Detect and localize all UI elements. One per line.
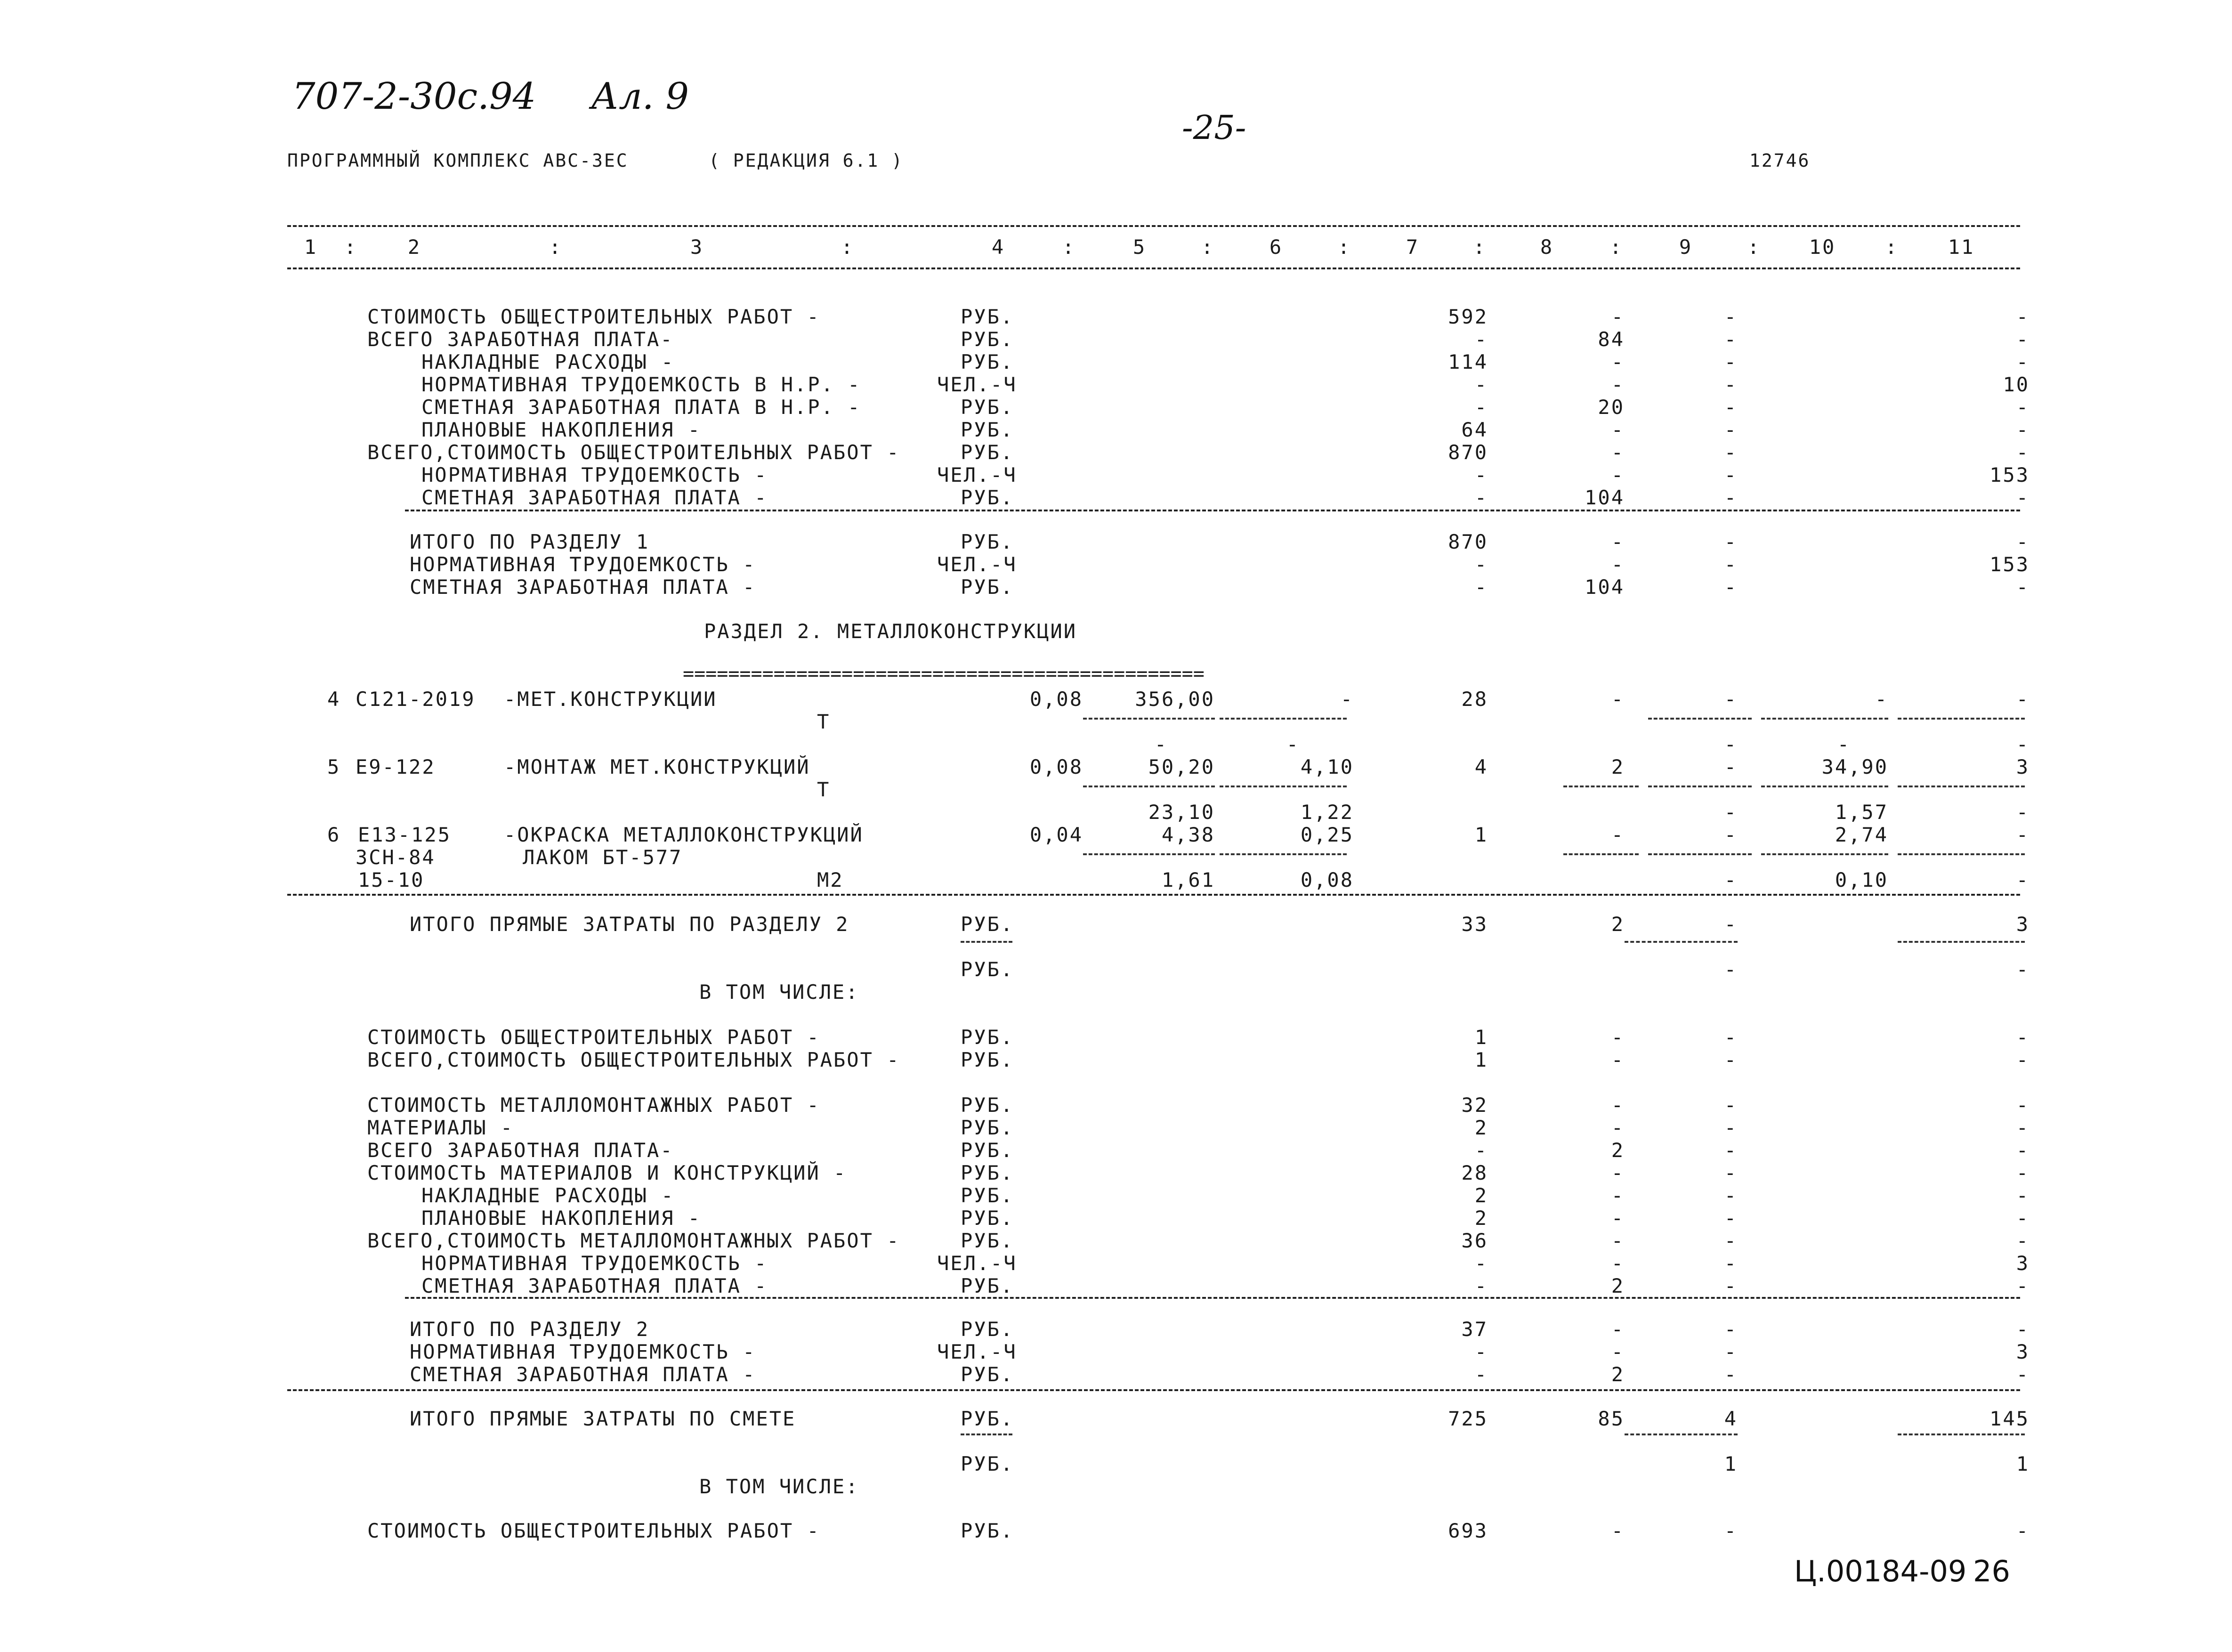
column-number-2: 2: [407, 235, 421, 259]
row-unit: РУБ.: [961, 1452, 1014, 1475]
row-col8: -: [1611, 1252, 1625, 1275]
row-col11: -: [2016, 575, 2030, 599]
row-col11: -: [2016, 486, 2030, 509]
row-col9: -: [1724, 1519, 1738, 1542]
cell-underline: [1648, 786, 1752, 787]
row-col8: -: [1611, 1519, 1625, 1542]
row-unit: РУБ.: [961, 1363, 1014, 1386]
row-label: СТОИМОСТЬ ОБЩЕСТРОИТЕЛЬНЫХ РАБОТ -: [367, 1026, 820, 1049]
row-label: СМЕТНАЯ ЗАРАБОТНАЯ ПЛАТА -: [421, 486, 768, 509]
column-number-8: 8: [1540, 235, 1554, 259]
total-underline: [1625, 1433, 1738, 1435]
row-col8: -: [1611, 530, 1625, 553]
item-quantity: 0,08: [1029, 755, 1083, 778]
row-col7: -: [1474, 575, 1488, 599]
row-label: НАКЛАДНЫЕ РАСХОДЫ -: [421, 350, 675, 373]
cell-underline: [1898, 786, 2025, 787]
row-col8: -: [1611, 1116, 1625, 1139]
row-unit: ЧЕЛ.-Ч: [937, 1252, 1017, 1275]
item-col9: -: [1724, 688, 1738, 711]
row-label: НОРМАТИВНАЯ ТРУДОЕМКОСТЬ -: [421, 463, 768, 486]
cell-underline: [1083, 718, 1215, 720]
item-pre-col11: -: [2016, 733, 2030, 756]
item-unit: Т: [817, 778, 831, 801]
item-col5: 50,20: [1148, 755, 1215, 778]
item-sub-col11: -: [2016, 801, 2030, 824]
row-col9: -: [1724, 373, 1738, 396]
row-col7: 36: [1461, 1229, 1488, 1252]
row-unit: РУБ.: [961, 958, 1014, 981]
row-label: НОРМАТИВНАЯ ТРУДОЕМКОСТЬ -: [410, 1340, 756, 1363]
total-underline: [1625, 941, 1738, 943]
row-col9: 4: [1724, 1407, 1738, 1430]
cell-underline: [1761, 718, 1888, 720]
column-separator: :: [841, 235, 855, 259]
row-col8: 2: [1611, 1363, 1625, 1386]
column-separator: :: [1337, 235, 1351, 259]
item-name: -МЕТ.КОНСТРУКЦИИ: [504, 688, 717, 711]
row-unit: ЧЕЛ.-Ч: [937, 463, 1017, 486]
row-unit: ЧЕЛ.-Ч: [937, 373, 1017, 396]
row-label: ВСЕГО,СТОИМОСТЬ ОБЩЕСТРОИТЕЛЬНЫХ РАБОТ -: [367, 441, 900, 464]
row-col7: -: [1474, 396, 1488, 419]
row-col8: 2: [1611, 1139, 1625, 1162]
row-col8: -: [1611, 441, 1625, 464]
row-unit: РУБ.: [961, 1161, 1014, 1184]
column-separator: :: [1062, 235, 1076, 259]
row-col8: -: [1611, 350, 1625, 373]
row-unit: РУБ.: [961, 441, 1014, 464]
row-label: СМЕТНАЯ ЗАРАБОТНАЯ ПЛАТА -: [410, 1363, 756, 1386]
row-unit: РУБ.: [961, 396, 1014, 419]
item-col11: 3: [2016, 755, 2030, 778]
cell-underline: [1898, 718, 2025, 720]
header-top-rule: [287, 225, 2020, 227]
item-number: 6: [327, 823, 341, 846]
row-col11: 3: [2016, 1252, 2030, 1275]
row-col7: 37: [1461, 1318, 1488, 1341]
row-label: СТОИМОСТЬ ОБЩЕСТРОИТЕЛЬНЫХ РАБОТ -: [367, 1519, 820, 1542]
total-underline: [961, 1433, 1012, 1435]
column-separator: :: [549, 235, 563, 259]
section-2-items-bottom-rule: [287, 894, 2020, 896]
row-col11: -: [2016, 1048, 2030, 1071]
item-number: 4: [327, 688, 341, 711]
program-title: ПРОГРАММНЫЙ КОМПЛЕКС АВС-3ЕС: [287, 150, 629, 171]
row-col9: -: [1724, 1340, 1738, 1363]
item-code-line3: 15-10: [358, 868, 425, 891]
column-separator: :: [1473, 235, 1487, 259]
row-col7: 2: [1474, 1207, 1488, 1230]
item-pre-col9: -: [1724, 733, 1738, 756]
row-col11: -: [2016, 530, 2030, 553]
item-pre-col6: -: [1286, 733, 1300, 756]
row-label: ПЛАНОВЫЕ НАКОПЛЕНИЯ -: [421, 1207, 702, 1230]
item-code: С121-2019: [356, 688, 476, 711]
cell-underline: [1898, 853, 2025, 855]
row-col11: -: [2016, 305, 2030, 328]
item-sub-col10: 1,57: [1835, 801, 1888, 824]
row-col8: -: [1611, 1229, 1625, 1252]
section-1-subtotal-rule: [405, 510, 2020, 511]
row-label: СМЕТНАЯ ЗАРАБОТНАЯ ПЛАТА -: [410, 575, 756, 599]
row-col11: -: [2016, 1116, 2030, 1139]
row-col7: 114: [1448, 350, 1488, 373]
cell-underline: [1648, 718, 1752, 720]
sheet-number: Ал. 9: [591, 75, 689, 118]
row-label: ИТОГО ПО РАЗДЕЛУ 2: [410, 1318, 650, 1341]
row-unit: РУБ.: [961, 1116, 1014, 1139]
row-col7: 1: [1474, 1048, 1488, 1071]
row-unit: РУБ.: [961, 1207, 1014, 1230]
row-col7: -: [1474, 553, 1488, 576]
row-col11: 145: [1989, 1407, 2030, 1430]
item-sub-col6: 1,22: [1300, 801, 1354, 824]
row-col7: 2: [1474, 1116, 1488, 1139]
row-col8: -: [1611, 463, 1625, 486]
row-col7: 693: [1448, 1519, 1488, 1542]
row-col8: 85: [1598, 1407, 1625, 1430]
row-col11: -: [2016, 1093, 2030, 1117]
row-col9: -: [1724, 1139, 1738, 1162]
row-col7: -: [1474, 1363, 1488, 1386]
row-unit: РУБ.: [961, 913, 1014, 936]
row-col11: -: [2016, 1026, 2030, 1049]
row-col9: -: [1724, 1161, 1738, 1184]
row-label: СМЕТНАЯ ЗАРАБОТНАЯ ПЛАТА В Н.Р. -: [421, 396, 861, 419]
row-label: НАКЛАДНЫЕ РАСХОДЫ -: [421, 1184, 675, 1207]
row-col11: -: [2016, 441, 2030, 464]
row-col9: -: [1724, 1207, 1738, 1230]
in-that-number-label-2: В ТОМ ЧИСЛЕ:: [699, 1475, 859, 1498]
row-col8: -: [1611, 1318, 1625, 1341]
item-code: Е13-125: [358, 823, 452, 846]
archive-stamp-page: 26: [1973, 1554, 2010, 1588]
row-unit: РУБ.: [961, 305, 1014, 328]
row-col7: 870: [1448, 530, 1488, 553]
row-col8: -: [1611, 1048, 1625, 1071]
item-quantity: 0,08: [1029, 688, 1083, 711]
item-sub-col10: 0,10: [1835, 868, 1888, 891]
column-number-1: 1: [304, 235, 318, 259]
row-col8: 104: [1585, 486, 1625, 509]
row-col8: 2: [1611, 913, 1625, 936]
section-2-subtotal-rule: [405, 1297, 2020, 1299]
item-quantity: 0,04: [1029, 823, 1083, 846]
item-col5: 356,00: [1135, 688, 1215, 711]
row-col9: -: [1724, 913, 1738, 936]
column-number-10: 10: [1809, 235, 1836, 259]
row-col7: 1: [1474, 1026, 1488, 1049]
row-col9: -: [1724, 328, 1738, 351]
row-col11: 153: [1989, 553, 2030, 576]
row-col9: -: [1724, 553, 1738, 576]
cell-underline: [1220, 853, 1347, 855]
item-col5: 4,38: [1161, 823, 1215, 846]
item-col6: 0,25: [1300, 823, 1354, 846]
row-col7: 725: [1448, 1407, 1488, 1430]
row-col9: -: [1724, 486, 1738, 509]
row-col8: -: [1611, 1207, 1625, 1230]
row-col11: -: [2016, 418, 2030, 441]
row-label: ВСЕГО ЗАРАБОТНАЯ ПЛАТА-: [367, 1139, 674, 1162]
row-col7: 32: [1461, 1093, 1488, 1117]
row-col9: -: [1724, 1318, 1738, 1341]
row-col11: 3: [2016, 913, 2030, 936]
row-col7: 870: [1448, 441, 1488, 464]
cell-underline: [1083, 853, 1215, 855]
row-col11: -: [2016, 1363, 2030, 1386]
row-unit: РУБ.: [961, 1407, 1014, 1430]
item-col6: 4,10: [1300, 755, 1354, 778]
row-col7: -: [1474, 328, 1488, 351]
row-col7: -: [1474, 486, 1488, 509]
item-unit: Т: [817, 710, 831, 733]
in-that-number-label: В ТОМ ЧИСЛЕ:: [699, 980, 859, 1004]
row-col9: -: [1724, 1048, 1738, 1071]
row-col8: -: [1611, 553, 1625, 576]
row-unit: РУБ.: [961, 1274, 1014, 1297]
row-col11: -: [2016, 328, 2030, 351]
row-col7: -: [1474, 1340, 1488, 1363]
row-col8: 2: [1611, 1274, 1625, 1297]
archive-stamp: Ц.00184-09: [1794, 1554, 1967, 1588]
cell-underline: [1220, 786, 1347, 787]
row-col11: -: [2016, 1229, 2030, 1252]
row-col11: 10: [2003, 373, 2030, 396]
total-underline: [1898, 1433, 2025, 1435]
row-unit: ЧЕЛ.-Ч: [937, 553, 1017, 576]
row-unit: РУБ.: [961, 1048, 1014, 1071]
item-name: -МОНТАЖ МЕТ.КОНСТРУКЦИЙ: [504, 755, 810, 778]
row-label: ИТОГО ПРЯМЫЕ ЗАТРАТЫ ПО СМЕТЕ: [410, 1407, 796, 1430]
row-col9: -: [1724, 418, 1738, 441]
column-separator: :: [344, 235, 358, 259]
item-col11: -: [2016, 688, 2030, 711]
program-edition: ( РЕДАКЦИЯ 6.1 ): [709, 150, 904, 171]
item-col7: 28: [1461, 688, 1488, 711]
header-bottom-rule: [287, 267, 2020, 269]
row-label: ВСЕГО,СТОИМОСТЬ МЕТАЛЛОМОНТАЖНЫХ РАБОТ -: [367, 1229, 900, 1252]
item-sub-col9: -: [1724, 868, 1738, 891]
column-separator: :: [1201, 235, 1215, 259]
row-col9: -: [1724, 1363, 1738, 1386]
row-col8: -: [1611, 1184, 1625, 1207]
item-unit: М2: [817, 868, 844, 891]
row-col9: -: [1724, 1026, 1738, 1049]
document-code: 707-2-30с.94: [292, 75, 536, 118]
row-col11: -: [2016, 1184, 2030, 1207]
column-separator: :: [1885, 235, 1899, 259]
row-col7: 33: [1461, 913, 1488, 936]
cell-underline: [1761, 786, 1888, 787]
row-col8: -: [1611, 305, 1625, 328]
row-label: СТОИМОСТЬ МАТЕРИАЛОВ И КОНСТРУКЦИЙ -: [367, 1161, 847, 1184]
row-label: ВСЕГО,СТОИМОСТЬ ОБЩЕСТРОИТЕЛЬНЫХ РАБОТ -: [367, 1048, 900, 1071]
cell-underline: [1563, 853, 1639, 855]
row-unit: РУБ.: [961, 418, 1014, 441]
row-col9: -: [1724, 396, 1738, 419]
item-col6: -: [1340, 688, 1354, 711]
item-code: Е9-122: [356, 755, 436, 778]
row-col9: -: [1724, 530, 1738, 553]
item-col11: -: [2016, 823, 2030, 846]
row-label: МАТЕРИАЛЫ -: [367, 1116, 514, 1139]
total-underline: [1898, 941, 2025, 943]
column-number-5: 5: [1132, 235, 1147, 259]
column-separator: :: [1747, 235, 1761, 259]
row-label: СТОИМОСТЬ ОБЩЕСТРОИТЕЛЬНЫХ РАБОТ -: [367, 305, 820, 328]
row-col8: -: [1611, 1340, 1625, 1363]
row-col9: -: [1724, 350, 1738, 373]
item-sub-col5: 23,10: [1148, 801, 1215, 824]
row-label: НОРМАТИВНАЯ ТРУДОЕМКОСТЬ -: [410, 553, 756, 576]
item-col8: 2: [1611, 755, 1625, 778]
item-pre-col5: -: [1154, 733, 1168, 756]
row-unit: РУБ.: [961, 486, 1014, 509]
row-unit: РУБ.: [961, 575, 1014, 599]
row-col9: -: [1724, 958, 1738, 981]
item-col10: 34,90: [1821, 755, 1888, 778]
row-col8: -: [1611, 373, 1625, 396]
row-col9: -: [1724, 1252, 1738, 1275]
row-unit: РУБ.: [961, 1139, 1014, 1162]
item-number: 5: [327, 755, 341, 778]
item-col9: -: [1724, 755, 1738, 778]
row-label: СТОИМОСТЬ МЕТАЛЛОМОНТАЖНЫХ РАБОТ -: [367, 1093, 820, 1117]
item-name-line2: ЛАКОМ БТ-577: [523, 846, 683, 869]
row-col7: 64: [1461, 418, 1488, 441]
total-underline: [961, 941, 1012, 943]
row-unit: РУБ.: [961, 1026, 1014, 1049]
row-col7: -: [1474, 463, 1488, 486]
row-col7: 28: [1461, 1161, 1488, 1184]
row-col11: -: [2016, 1274, 2030, 1297]
row-col7: -: [1474, 1274, 1488, 1297]
row-col11: 1: [2016, 1452, 2030, 1475]
row-unit: РУБ.: [961, 530, 1014, 553]
row-col9: -: [1724, 1274, 1738, 1297]
cell-underline: [1083, 786, 1215, 787]
row-col8: 20: [1598, 396, 1625, 419]
row-col7: 2: [1474, 1184, 1488, 1207]
item-col8: -: [1611, 688, 1625, 711]
row-label: НОРМАТИВНАЯ ТРУДОЕМКОСТЬ В Н.Р. -: [421, 373, 861, 396]
row-col9: 1: [1724, 1452, 1738, 1475]
item-name: -ОКРАСКА МЕТАЛЛОКОНСТРУКЦИЙ: [504, 823, 864, 846]
row-label: ВСЕГО ЗАРАБОТНАЯ ПЛАТА-: [367, 328, 674, 351]
item-sub-col6: 0,08: [1300, 868, 1354, 891]
cell-underline: [1563, 786, 1639, 787]
row-col9: -: [1724, 441, 1738, 464]
row-col11: -: [2016, 1207, 2030, 1230]
item-sub-col11: -: [2016, 868, 2030, 891]
row-col8: 84: [1598, 328, 1625, 351]
document-number: 12746: [1749, 150, 1811, 171]
cell-underline: [1648, 853, 1752, 855]
item-pre-col10: -: [1837, 733, 1851, 756]
row-label: НОРМАТИВНАЯ ТРУДОЕМКОСТЬ -: [421, 1252, 768, 1275]
row-col7: -: [1474, 1139, 1488, 1162]
cell-underline: [1761, 853, 1888, 855]
row-col11: -: [2016, 1161, 2030, 1184]
section-separator: ==============================================: [683, 663, 1205, 685]
row-unit: РУБ.: [961, 350, 1014, 373]
item-col10: 2,74: [1835, 823, 1888, 846]
row-label: ПЛАНОВЫЕ НАКОПЛЕНИЯ -: [421, 418, 702, 441]
item-sub-col9: -: [1724, 801, 1738, 824]
row-col9: -: [1724, 1093, 1738, 1117]
total-top-rule: [287, 1389, 2020, 1391]
row-col8: -: [1611, 1026, 1625, 1049]
row-col9: -: [1724, 1116, 1738, 1139]
row-col7: -: [1474, 1252, 1488, 1275]
item-col9: -: [1724, 823, 1738, 846]
row-col8: -: [1611, 1093, 1625, 1117]
row-col8: 104: [1585, 575, 1625, 599]
row-unit: РУБ.: [961, 1519, 1014, 1542]
row-col11: -: [2016, 396, 2030, 419]
column-number-3: 3: [690, 235, 704, 259]
row-label: ИТОГО ПРЯМЫЕ ЗАТРАТЫ ПО РАЗДЕЛУ 2: [410, 913, 849, 936]
item-col7: 4: [1474, 755, 1488, 778]
row-unit: РУБ.: [961, 328, 1014, 351]
row-col8: -: [1611, 1161, 1625, 1184]
column-number-11: 11: [1948, 235, 1975, 259]
section-2-title: РАЗДЕЛ 2. МЕТАЛЛОКОНСТРУКЦИИ: [704, 620, 1077, 643]
row-label: ИТОГО ПО РАЗДЕЛУ 1: [410, 530, 650, 553]
row-unit: РУБ.: [961, 1093, 1014, 1117]
cell-underline: [1220, 718, 1347, 720]
column-number-7: 7: [1406, 235, 1420, 259]
row-col7: -: [1474, 373, 1488, 396]
row-unit: РУБ.: [961, 1318, 1014, 1341]
column-separator: :: [1609, 235, 1623, 259]
row-unit: РУБ.: [961, 1229, 1014, 1252]
row-col8: -: [1611, 418, 1625, 441]
item-code-line2: ЗСН-84: [356, 846, 436, 869]
row-col11: -: [2016, 1139, 2030, 1162]
column-number-4: 4: [991, 235, 1005, 259]
row-col9: -: [1724, 305, 1738, 328]
item-col8: -: [1611, 823, 1625, 846]
row-unit: РУБ.: [961, 1184, 1014, 1207]
row-col11: 153: [1989, 463, 2030, 486]
row-col9: -: [1724, 463, 1738, 486]
row-col11: 3: [2016, 1340, 2030, 1363]
row-col9: -: [1724, 1229, 1738, 1252]
item-col7: 1: [1474, 823, 1488, 846]
row-col9: -: [1724, 575, 1738, 599]
row-col9: -: [1724, 1184, 1738, 1207]
column-number-9: 9: [1679, 235, 1693, 259]
row-col11: -: [2016, 350, 2030, 373]
row-col11: -: [2016, 1519, 2030, 1542]
row-col11: -: [2016, 958, 2030, 981]
page-number: -25-: [1182, 108, 1246, 147]
column-number-6: 6: [1269, 235, 1283, 259]
row-unit: ЧЕЛ.-Ч: [937, 1340, 1017, 1363]
row-col7: 592: [1448, 305, 1488, 328]
row-col11: -: [2016, 1318, 2030, 1341]
item-col10: -: [1875, 688, 1888, 711]
item-sub-col5: 1,61: [1161, 868, 1215, 891]
row-label: СМЕТНАЯ ЗАРАБОТНАЯ ПЛАТА -: [421, 1274, 768, 1297]
